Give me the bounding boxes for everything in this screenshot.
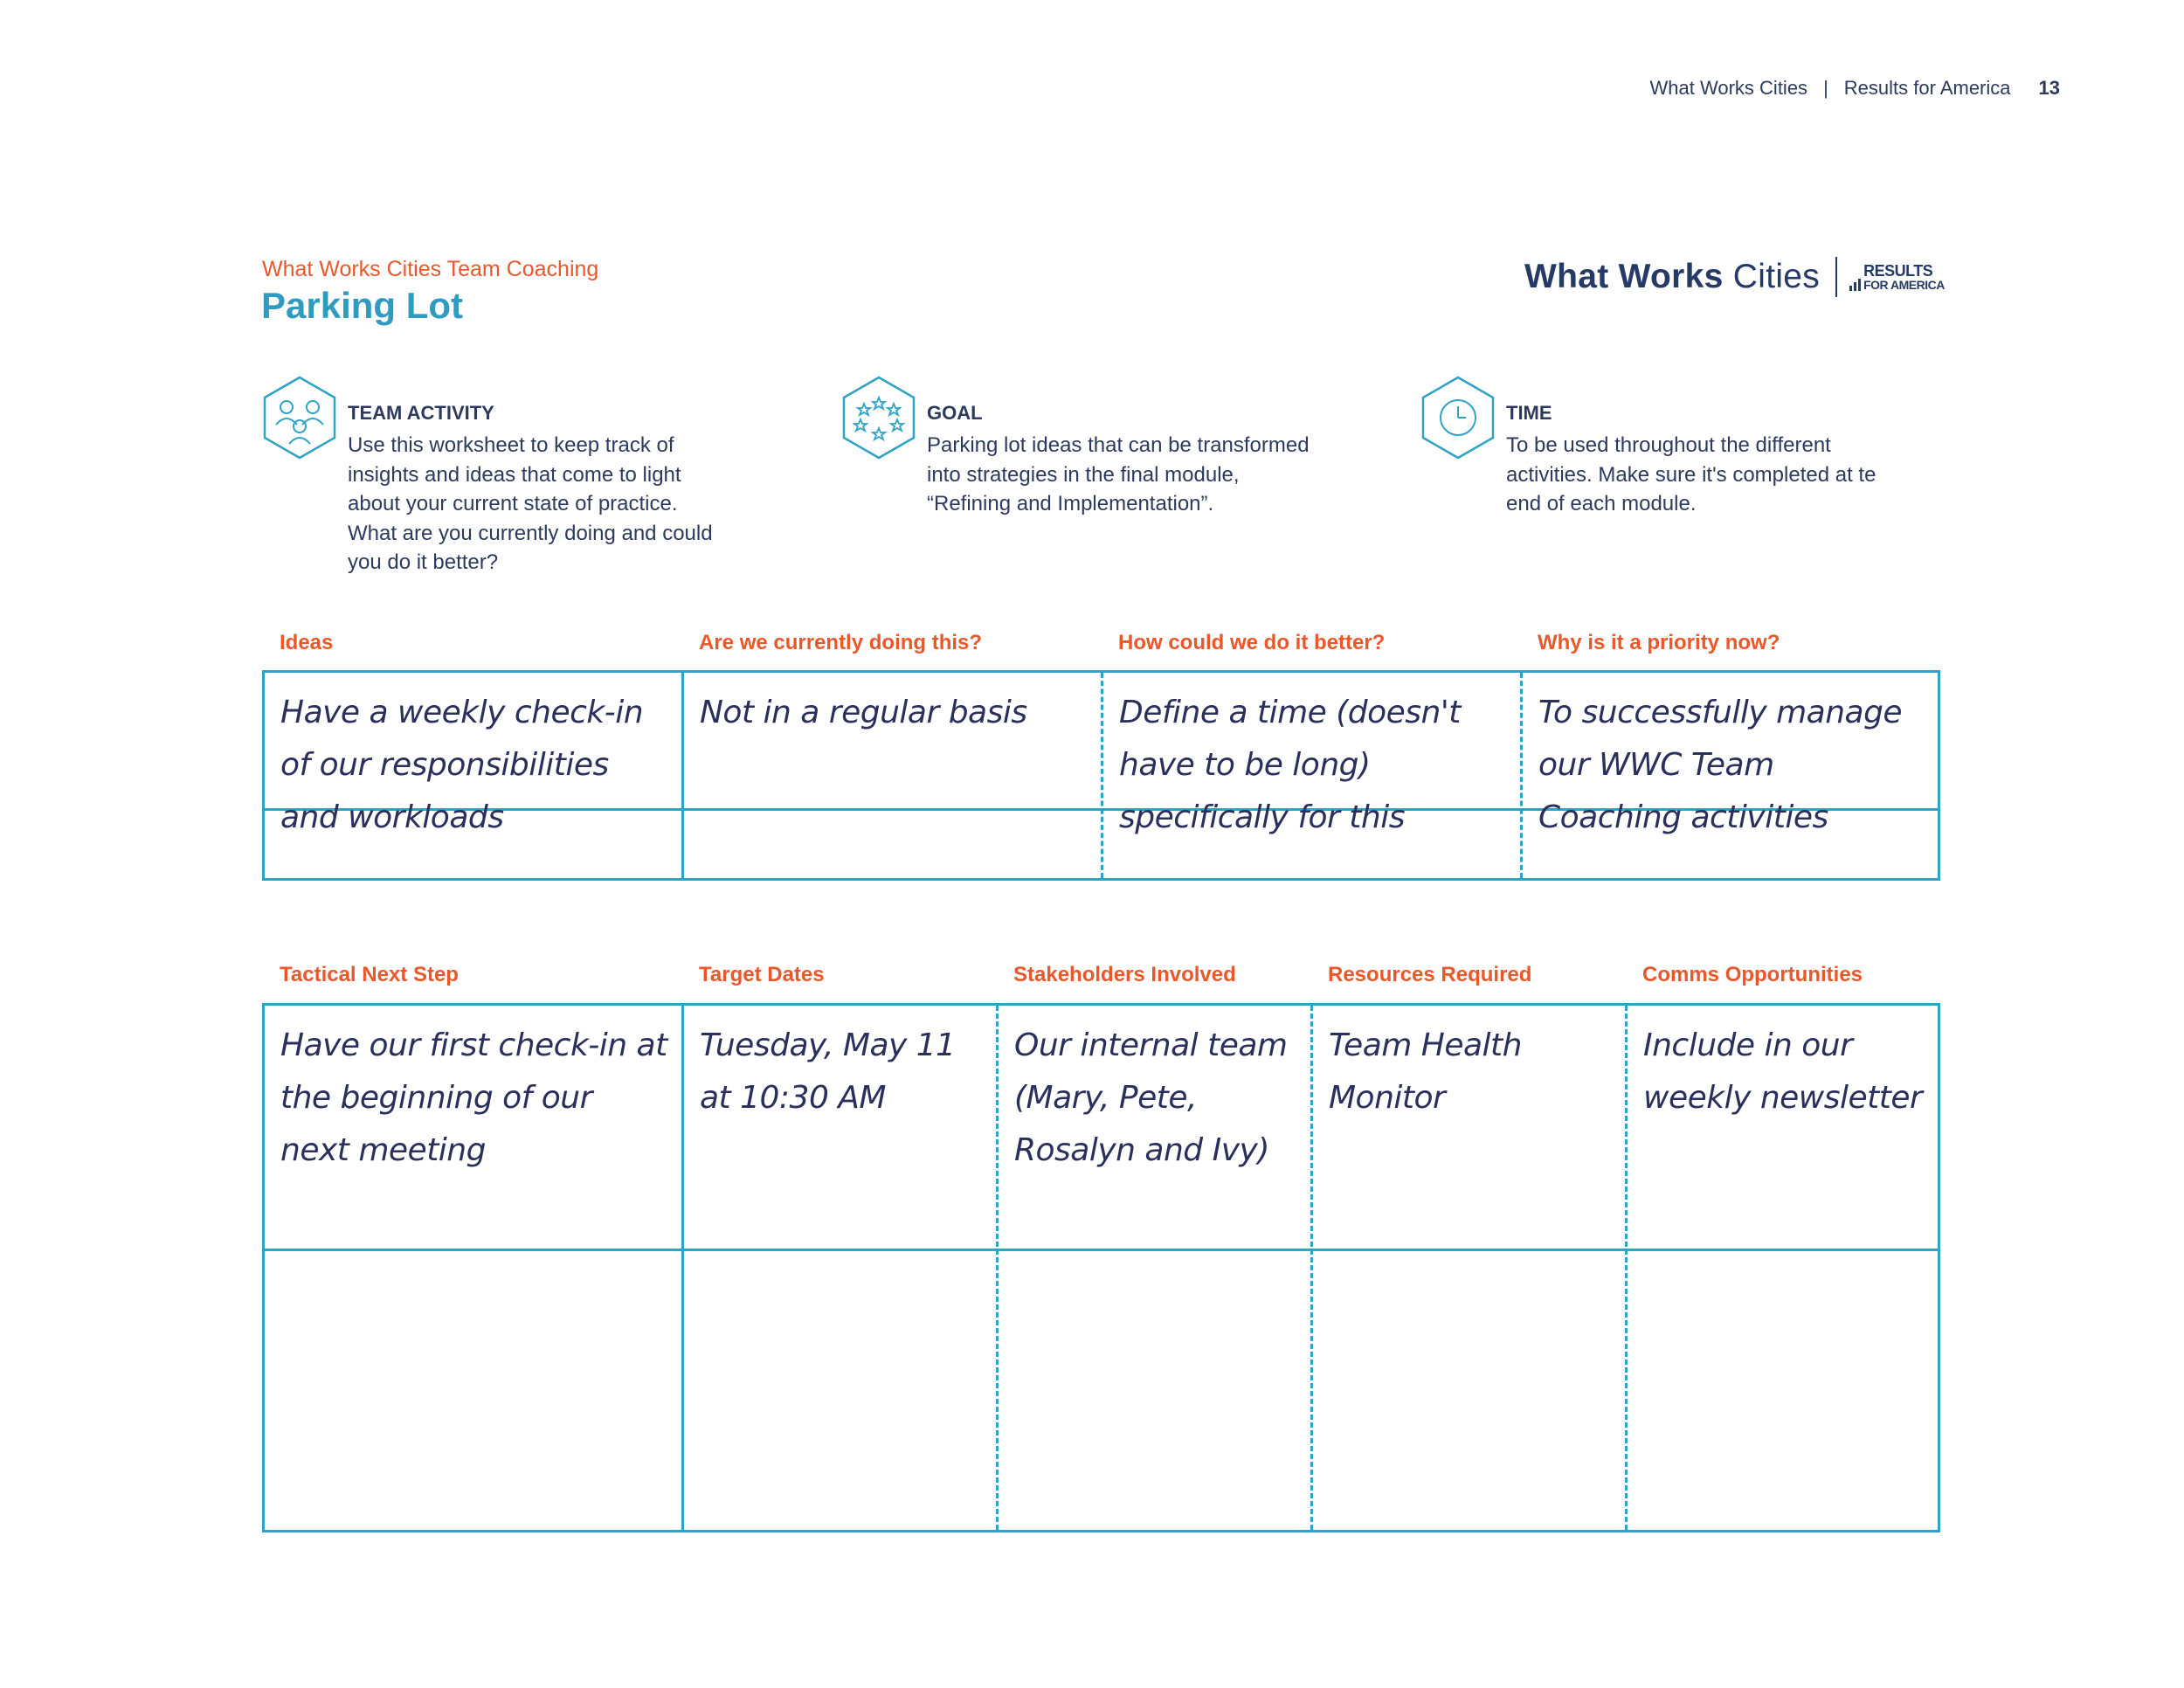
running-header-partner: Results for America	[1843, 77, 2011, 99]
time-text: To be used throughout the different activities. Make sure it's completed at te end of each module.	[1506, 433, 1876, 515]
logo-mark-top: RESULTS	[1863, 262, 1933, 280]
table1-empty-cell[interactable]	[684, 811, 1103, 878]
running-header-org: What Works Cities	[1649, 77, 1808, 99]
header-priority-now: Why is it a priority now?	[1538, 631, 1780, 654]
header-ideas: Ideas	[280, 631, 334, 654]
time-heading: TIME	[1506, 402, 1552, 424]
time-block	[1420, 376, 1876, 519]
logo-wordmark-bold: What Works	[1524, 258, 1724, 295]
logo-divider	[1835, 257, 1837, 297]
table1-empty-cell[interactable]	[1103, 811, 1523, 878]
running-header-separator: |	[1823, 77, 1828, 99]
header-do-better: How could we do it better?	[1118, 631, 1386, 654]
what-works-cities-logo	[1524, 257, 1945, 297]
table2-empty-cell[interactable]	[684, 1251, 999, 1530]
page-subtitle: What Works Cities Team Coaching	[262, 257, 599, 281]
goal-block	[841, 376, 1310, 519]
table2-cell-stakeholders[interactable]: Our internal team (Mary, Pete, Rosalyn and Ivy)	[1014, 1027, 1288, 1168]
team-activity-block	[262, 376, 713, 578]
table1-empty-cell[interactable]	[1523, 811, 1940, 878]
page-number: 13	[2038, 77, 2060, 99]
goal-text: Parking lot ideas that can be transformed into strategies in the final module, “Refining and Implementation”.	[927, 433, 1310, 515]
table2-empty-cell[interactable]	[1628, 1251, 1940, 1530]
team-icon	[262, 376, 337, 460]
clock-icon	[1420, 376, 1496, 460]
team-activity-heading: TEAM ACTIVITY	[348, 402, 494, 424]
goal-stars-icon	[841, 376, 916, 460]
team-activity-text: Use this worksheet to keep track of insights and ideas that come to light about your current state of practice. What are you currently doing and could you do it better?	[348, 433, 713, 574]
table1-empty-cell[interactable]	[265, 811, 684, 878]
header-currently-doing: Are we currently doing this?	[699, 631, 983, 654]
table2-cell-comms[interactable]: Include in our weekly newsletter	[1643, 1027, 1923, 1116]
logo-wordmark-light: Cities	[1732, 258, 1821, 295]
table2-cell-resources[interactable]: Team Health Monitor	[1329, 1027, 1522, 1116]
logo-wordmark	[1524, 258, 1820, 296]
table1-cell-ideas[interactable]: Have a weekly check-in of our responsibilities and workloads	[280, 695, 644, 835]
running-header	[1650, 77, 2060, 100]
table2-empty-cell[interactable]	[1313, 1251, 1628, 1530]
table1-cell-currently-doing[interactable]: Not in a regular basis	[700, 695, 1027, 730]
table2-cell-target-dates[interactable]: Tuesday, May 11 at 10:30 AM	[700, 1027, 956, 1116]
table2-empty-cell[interactable]	[265, 1251, 684, 1530]
table1-cell-do-better[interactable]: Define a time (doesn't have to be long) specifically for this	[1119, 695, 1461, 835]
goal-heading: GOAL	[927, 402, 983, 424]
ideas-table	[262, 670, 1940, 881]
bar-chart-icon	[1849, 279, 1861, 291]
header-comms: Comms Opportunities	[1642, 963, 1863, 986]
next-steps-table	[262, 1003, 1940, 1532]
results-for-america-logo	[1849, 263, 1945, 291]
table2-empty-cell[interactable]	[999, 1251, 1313, 1530]
page-title: Parking Lot	[261, 285, 464, 326]
logo-mark-bottom: FOR AMERICA	[1863, 278, 1945, 292]
header-target-dates: Target Dates	[699, 963, 825, 986]
table2-cell-tactical-next-step[interactable]: Have our first check-in at the beginning of our next meeting	[280, 1027, 667, 1168]
header-stakeholders: Stakeholders Involved	[1013, 963, 1236, 986]
header-resources: Resources Required	[1328, 963, 1532, 986]
header-tactical-next-step: Tactical Next Step	[280, 963, 459, 986]
table1-cell-priority-now[interactable]: To successfully manage our WWC Team Coaching activities	[1538, 695, 1903, 835]
